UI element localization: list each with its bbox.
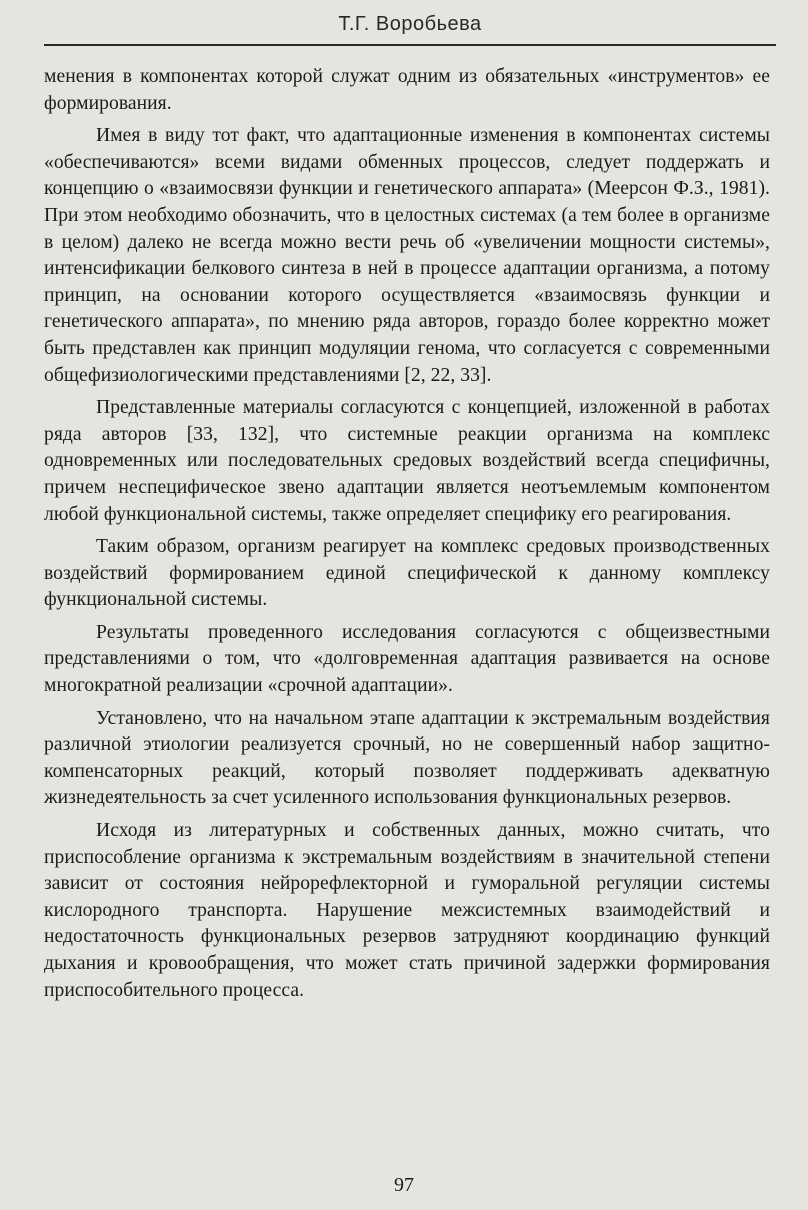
paragraph: Представленные материалы согласуются с концепцией, изложенной в работах ряда авторов [33, 132], что системные реакции организма на комплекс одновременных или последовательных средовых воздействий всегда специфичны, причем неспецифическое звено адаптации является неотъемлемым компонентом любой функциональной системы, также определяет специфику его реагирования. (44, 397, 770, 525)
paragraph: Имея в виду тот факт, что адаптационные изменения в компонентах системы «обеспечиваются» всеми видами обменных процессов, следует поддержать и концепцию о «взаимосвязи функции и генетического аппарата» (Меерсон Ф.З., 1981). При этом необходимо обозначить, что в целостных системах (а тем более в организме в целом) далеко не всегда можно вести речь об «увеличении мощности системы», интенсификации белкового синтеза в ней в процессе адаптации организма, а потому принцип, на основании которого осуществляется «взаимосвязь функции и генетического аппарата», по мнению ряда авторов, гораздо более корректно может быть представлен как принцип модуляции генома, что согласуется с современными общефизиологическими представлениями [2, 22, 33]. (44, 125, 770, 386)
body-text (44, 64, 770, 1010)
paragraph-continuation: менения в компонентах которой служат одним из обязательных «инструментов» ее формирования. (44, 66, 770, 114)
paragraph: Исходя из литературных и собственных данных, можно считать, что приспособление организма к экстремальным воздействиям в значительной степени зависит от состояния нейрорефлекторной и гуморальной регуляции системы кислородного транспорта. Нарушение межсистемных взаимодействий и недостаточность функциональных резервов затрудняют координацию функций дыхания и кровообращения, что может стать причиной задержки формирования приспособительного процесса. (44, 820, 770, 1001)
page-number: 97 (394, 1174, 414, 1196)
paragraph: Результаты проведенного исследования согласуются с общеизвестными представлениями о том, что «долговременная адаптация развивается на основе многократной реализации «срочной адаптации». (44, 621, 770, 697)
paragraph: Установлено, что на начальном этапе адаптации к экстремальным воздействия различной этиологии реализуется срочный, но не совершенный набор защитно-компенсаторных реакций, который позволяет поддерживать адекватную жизнедеятельность за счет усиленного использования функциональных резервов. (44, 707, 770, 809)
running-header-author: Т.Г. Воробьева (338, 13, 482, 35)
paragraph: Таким образом, организм реагирует на комплекс средовых производственных воздействий формированием единой специфической к данному комплексу функциональной системы. (44, 536, 770, 611)
running-header (44, 0, 776, 46)
